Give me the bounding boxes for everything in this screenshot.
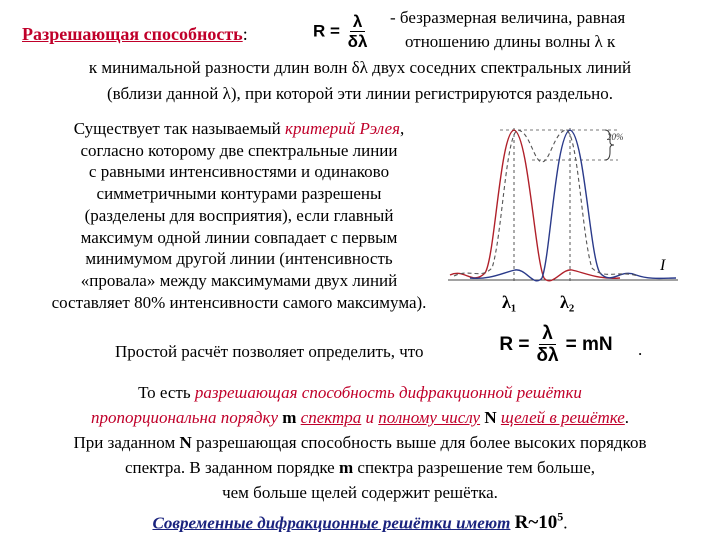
- para-line-9: составляет 80% интенсивности самого максимума).: [51, 292, 427, 312]
- slits-term: щелей в решётке: [500, 408, 625, 427]
- order-symbol-m: m: [282, 408, 297, 427]
- conclusion-line-4: [0, 455, 720, 480]
- conclusion-line-6-dot: .: [563, 513, 568, 533]
- formula-denominator: δλ: [347, 32, 368, 51]
- conclusion-line-3-pre: При заданном: [73, 433, 176, 452]
- conclusion-line-1-text: То есть: [138, 383, 191, 402]
- modern-gratings-term: Современные дифракционные решётки имеют: [152, 513, 511, 533]
- para-line-8: «провала» между максимумами двух линий: [80, 270, 398, 290]
- para-line-10: Простой расчёт позволяет определить, что: [115, 342, 424, 361]
- proportional-term: пропорциональна порядку: [90, 408, 278, 427]
- formula-fraction: [345, 13, 371, 50]
- lambda1-label: λ₁: [502, 292, 517, 312]
- slit-count-symbol-N: N: [484, 408, 497, 427]
- conclusion-line-4-m: m: [338, 458, 354, 477]
- conclusion-line-3: [0, 430, 720, 455]
- conclusion-line-6: [0, 505, 720, 535]
- header-line-1: [22, 24, 248, 45]
- line-1-profile: [450, 130, 620, 281]
- resolution-value-exponent: 5: [557, 510, 564, 524]
- para-line-6: максимум одной линии совпадает с первым: [80, 227, 398, 247]
- para-line-1-comma: ,: [400, 119, 405, 138]
- para-line-3: с равными интенсивностями и одинаково: [88, 162, 390, 182]
- conclusion-line-3-N: N: [179, 433, 192, 452]
- conclusion-line-3-post: разрешающая способность выше для более высоких порядков: [196, 433, 647, 452]
- para-line-7: минимумом другой линии (интенсивность: [85, 249, 393, 269]
- result-fraction: [534, 324, 562, 365]
- rayleigh-paragraph: [0, 118, 478, 313]
- rayleigh-criterion-term: критерий Рэлея: [285, 119, 401, 138]
- header-formula: [313, 13, 370, 50]
- header-line-2: к минимальной разности длин волн δλ двух соседних спектральных линий: [88, 58, 632, 77]
- result-rhs: = mN: [565, 333, 613, 355]
- formula-numerator: λ: [350, 13, 365, 32]
- para-line-4: симметричными контурами разрешены: [96, 184, 382, 204]
- result-lhs: R =: [499, 333, 530, 355]
- rayleigh-criterion-figure: [440, 118, 700, 318]
- conclusion-line-5: чем больше щелей содержит решётка.: [222, 483, 498, 502]
- header-desc-2: отношению длины волны λ к: [405, 32, 616, 51]
- para-line-1: [0, 118, 478, 140]
- conclusion-line-4-post: спектра разрешение тем больше,: [357, 458, 596, 477]
- conclusion-line-1: [0, 380, 720, 405]
- conclusion-paragraph: [0, 380, 720, 535]
- resolution-value-base: R~10: [514, 512, 558, 534]
- spectrum-term: спектра: [300, 408, 362, 427]
- result-formula-box: [481, 317, 631, 372]
- para-line-5: (разделены для восприятия), если главный: [84, 205, 394, 225]
- lambda2-label: λ₂: [560, 292, 575, 312]
- header-line-3: (вблизи данной λ), при которой эти линии регистрируются раздельно.: [107, 84, 613, 103]
- and-word: и: [365, 408, 375, 427]
- conclusion-red-term: разрешающая способность дифракционной решётки: [194, 383, 582, 402]
- conclusion-line-2: [0, 405, 720, 430]
- result-numerator: λ: [539, 324, 556, 345]
- resolution-value: [515, 512, 564, 533]
- total-number-term: полному числу: [378, 408, 481, 427]
- header-desc-1: - безразмерная величина, равная: [390, 8, 626, 27]
- header-colon: :: [242, 24, 248, 44]
- conclusion-line-4-pre: спектра. В заданном порядке: [124, 458, 335, 477]
- para-line-2: согласно которому две спектральные линии: [80, 140, 398, 160]
- conclusion-line-2-dot: .: [624, 408, 630, 427]
- term-resolving-power: Разрешающая способность: [22, 24, 243, 44]
- intensity-axis-label: I: [660, 257, 666, 274]
- result-denominator: δλ: [536, 345, 559, 366]
- para-line-1-text: Существует так называемый: [73, 119, 281, 138]
- line-2-profile: [470, 130, 676, 281]
- formula-lhs: R =: [313, 21, 340, 41]
- percent-label: 20%: [607, 132, 624, 142]
- result-trailing-dot: .: [638, 340, 643, 359]
